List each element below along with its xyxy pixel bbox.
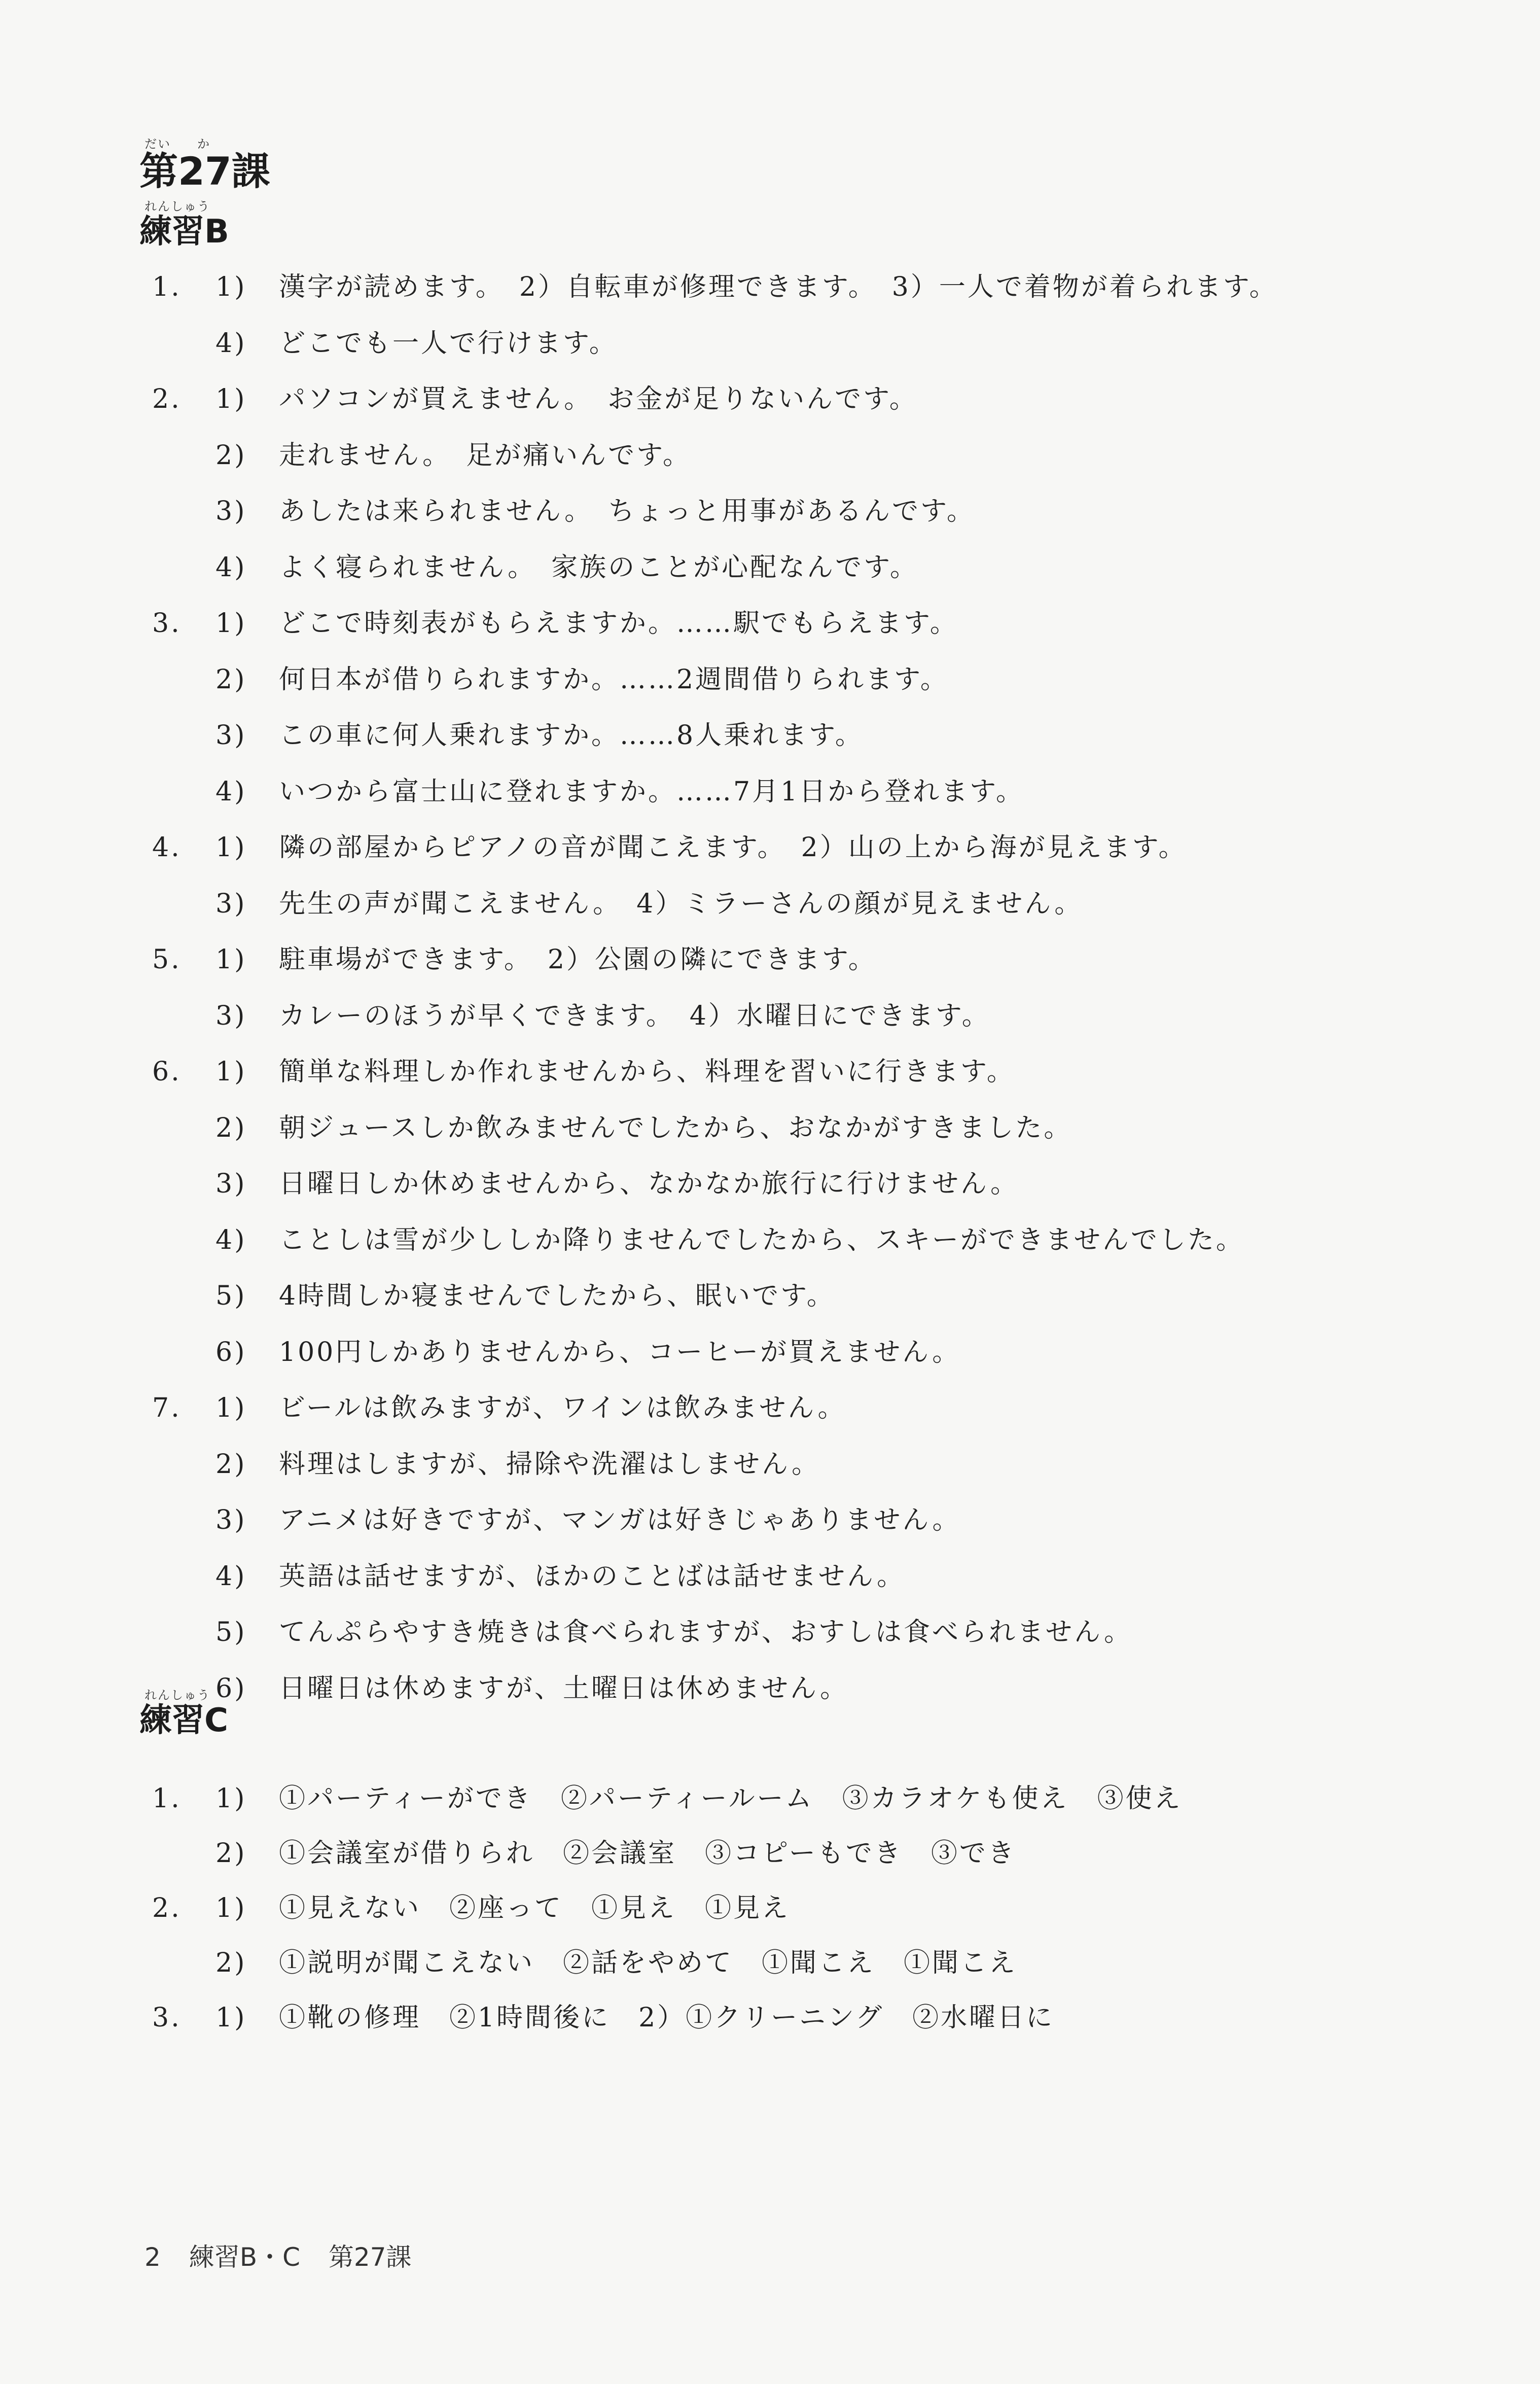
section-c-heading: 練習C <box>139 1702 228 1739</box>
sub-item-number: 2) <box>216 664 247 695</box>
sub-item-number: 3) <box>216 720 247 751</box>
exercise-text: ①説明が聞こえない ②話をやめて ①聞こえ ①聞こえ <box>279 1948 1018 1978</box>
exercise-text: 何日本が借りられますか。……2週間借りられます。 <box>279 664 949 695</box>
exercise-text: 走れません。 足が痛いんです。 <box>279 440 691 471</box>
exercise-number: 2. <box>152 384 182 414</box>
exercise-text: 漢字が読めます。 2）自転車が修理できます。 3）一人で着物が着られます。 <box>279 272 1278 302</box>
sub-item-number: 5) <box>216 1281 247 1311</box>
sub-item-number: 6) <box>216 1673 247 1704</box>
exercise-text: 簡単な料理しか作れませんから、料理を習いに行きます。 <box>279 1057 1015 1087</box>
exercise-text: ①パーティーができ ②パーティールーム ③カラオケも使え ③使え <box>279 1783 1183 1814</box>
exercise-number: 4. <box>152 832 182 863</box>
exercise-number: 1. <box>152 272 182 302</box>
lesson-title: 第27課 <box>139 149 270 194</box>
footer-lesson: 第27課 <box>328 2242 412 2272</box>
footer-section: 練習B・C <box>189 2242 300 2272</box>
exercise-number: 5. <box>152 944 182 975</box>
exercise-text: 日曜日は休めますが、土曜日は休めません。 <box>279 1673 849 1704</box>
sub-item-number: 6) <box>216 1337 247 1368</box>
sub-item-number: 3) <box>216 1505 247 1535</box>
sub-item-number: 4) <box>216 1224 247 1255</box>
sub-item-number: 1) <box>216 272 247 302</box>
exercise-text: あしたは来られません。 ちょっと用事があるんです。 <box>279 496 975 527</box>
exercise-text: ①靴の修理 ②1時間後に 2）①クリーニング ②水曜日に <box>279 2003 1055 2033</box>
exercise-number: 1. <box>152 1783 182 1814</box>
sub-item-number: 4) <box>216 552 247 583</box>
exercise-text: どこで時刻表がもらえますか。……駅でもらえます。 <box>279 608 958 639</box>
sub-item-number: 5) <box>216 1617 247 1647</box>
sub-item-number: 1) <box>216 944 247 975</box>
exercise-number: 3. <box>152 2003 182 2033</box>
sub-item-number: 3) <box>216 1000 247 1031</box>
sub-item-number: 1) <box>216 1057 247 1087</box>
sub-item-number: 3) <box>216 496 247 527</box>
sub-item-number: 4) <box>216 1561 247 1592</box>
exercise-text: アニメは好きですが、マンガは好きじゃありません。 <box>279 1505 961 1535</box>
exercise-text: ①見えない ②座って ①見え ①見え <box>279 1893 791 1923</box>
exercise-text: いつから富士山に登れますか。……7月1日から登れます。 <box>279 776 1025 807</box>
sub-item-number: 1) <box>216 608 247 639</box>
exercise-text: この車に何人乗れますか。……8人乗れます。 <box>279 720 864 751</box>
section-b-heading: 練習B <box>139 213 229 251</box>
exercise-text: 隣の部屋からピアノの音が聞こえます。 2）山の上から海が見えます。 <box>279 832 1187 863</box>
sub-item-number: 1) <box>216 1393 247 1423</box>
sub-item-number: 1) <box>216 1783 247 1814</box>
exercise-text: カレーのほうが早くできます。 4）水曜日にできます。 <box>279 1000 990 1031</box>
exercise-text: パソコンが買えません。 お金が足りないんです。 <box>279 384 918 414</box>
exercise-text: 4時間しか寝ませんでしたから、眠いです。 <box>279 1281 835 1311</box>
sub-item-number: 2) <box>216 1838 247 1869</box>
page-footer <box>145 2242 432 2272</box>
sub-item-number: 3) <box>216 888 247 919</box>
sub-item-number: 1) <box>216 2003 247 2033</box>
exercise-text: 日曜日しか休めませんから、なかなか旅行に行けません。 <box>279 1169 1019 1199</box>
exercise-text: よく寝られません。 家族のことが心配なんです。 <box>279 552 918 583</box>
sub-item-number: 2) <box>216 1948 247 1978</box>
sub-item-number: 1) <box>216 1893 247 1923</box>
sub-item-number: 2) <box>216 440 247 471</box>
exercise-number: 6. <box>152 1057 182 1087</box>
exercise-number: 7. <box>152 1393 182 1423</box>
sub-item-number: 2) <box>216 1112 247 1143</box>
exercise-text: どこでも一人で行けます。 <box>279 328 618 359</box>
sub-item-number: 4) <box>216 776 247 807</box>
exercise-text: 先生の声が聞こえません。 4）ミラーさんの顔が見えません。 <box>279 888 1083 919</box>
exercise-text: 英語は話せますが、ほかのことばは話せません。 <box>279 1561 906 1592</box>
exercise-number: 2. <box>152 1893 182 1923</box>
section-c-ruby: れんしゅう <box>145 1688 210 1702</box>
section-b-ruby: れんしゅう <box>145 199 210 214</box>
sub-item-number: 2) <box>216 1449 247 1480</box>
exercise-text: 朝ジュースしか飲みませんでしたから、おなかがすきました。 <box>279 1112 1072 1143</box>
exercise-text: ことしは雪が少ししか降りませんでしたから、スキーができませんでした。 <box>279 1224 1245 1255</box>
sub-item-number: 1) <box>216 832 247 863</box>
exercise-text: ビールは飲みますが、ワインは飲みません。 <box>279 1393 846 1423</box>
lesson-title-ruby: だい か <box>145 137 210 151</box>
page-number: 2 <box>145 2242 161 2272</box>
sub-item-number: 4) <box>216 328 247 359</box>
exercise-text: 料理はしますが、掃除や洗濯はしません。 <box>279 1449 820 1480</box>
exercise-text: ①会議室が借りられ ②会議室 ③コピーもでき ③でき <box>279 1838 1016 1869</box>
sub-item-number: 3) <box>216 1169 247 1199</box>
exercise-number: 3. <box>152 608 182 639</box>
exercise-text: てんぷらやすき焼きは食べられますが、おすしは食べられません。 <box>279 1617 1133 1647</box>
exercise-text: 駐車場ができます。 2）公園の隣にできます。 <box>279 944 877 975</box>
exercise-text: 100円しかありませんから、コーヒーが買えません。 <box>279 1337 961 1368</box>
sub-item-number: 1) <box>216 384 247 414</box>
